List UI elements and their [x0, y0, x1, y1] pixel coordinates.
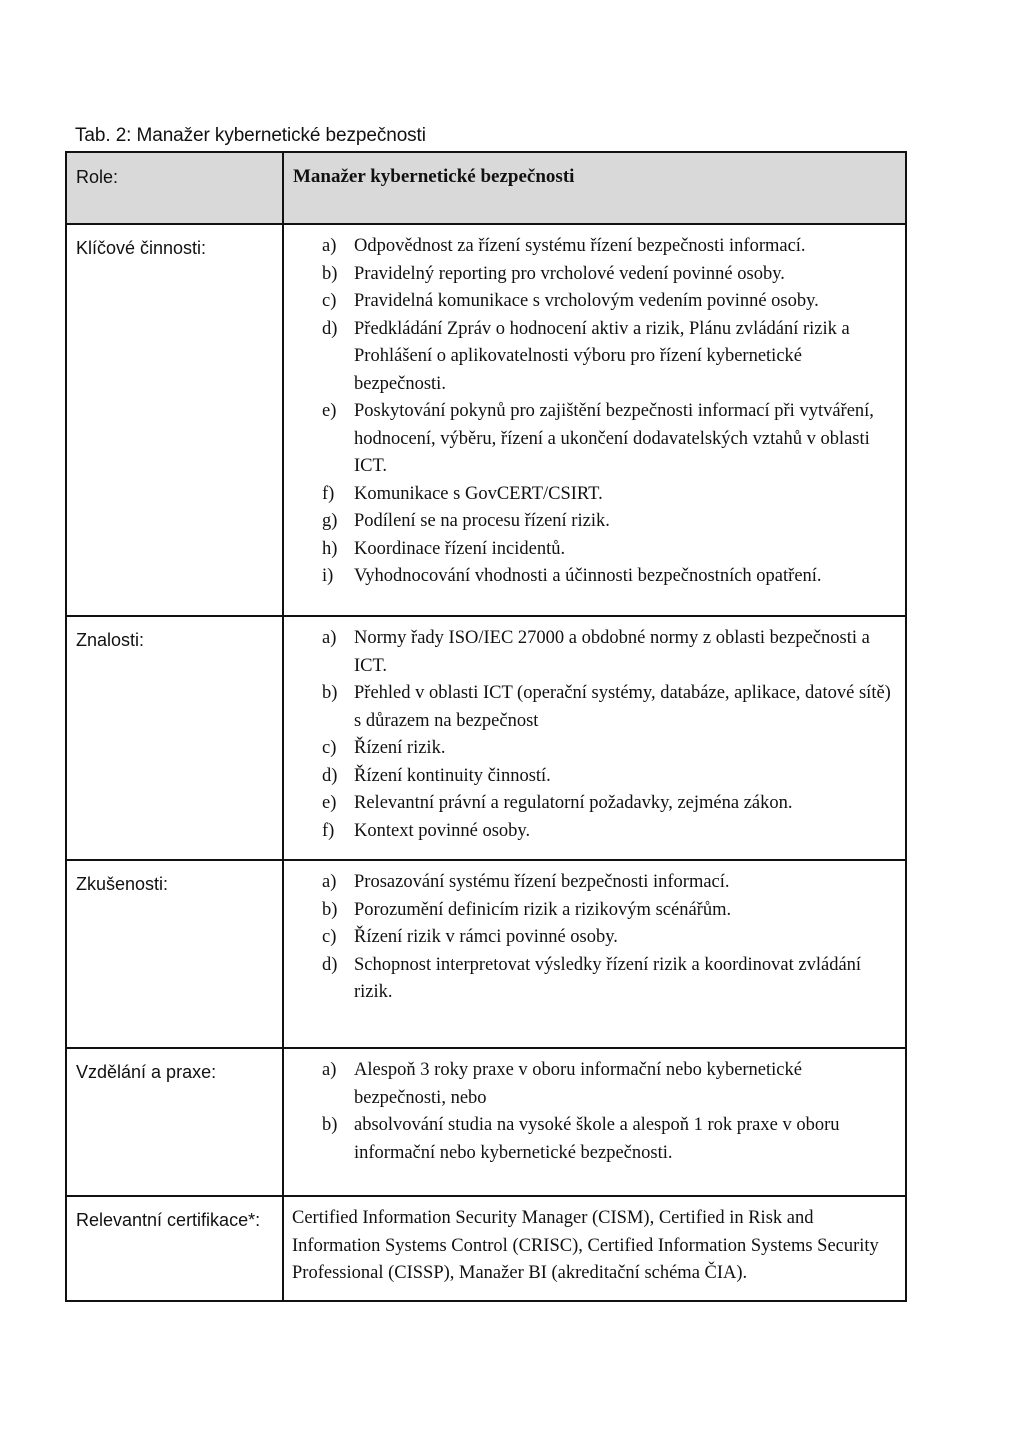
- item-list: [284, 1057, 895, 1167]
- list-item: [284, 952, 895, 1007]
- list-marker: a): [322, 1060, 337, 1080]
- list-marker: c): [322, 291, 337, 311]
- list-marker: g): [322, 511, 338, 531]
- row-label: Relevantní certifikace*:: [66, 1196, 283, 1301]
- list-item-text: Řízení rizik v rámci povinné osoby.: [354, 927, 618, 947]
- list-item-text: absolvování studia na vysoké škole a alespoň 1 rok praxe v oboru informační nebo kybernetické bezpečnosti.: [354, 1115, 840, 1163]
- list-item: [284, 481, 895, 509]
- list-item-text: Odpovědnost za řízení systému řízení bezpečnosti informací.: [354, 236, 806, 256]
- list-item: [284, 1057, 895, 1112]
- role-name: Manažer kybernetické bezpečnosti: [283, 152, 906, 224]
- table-row-vzdelani-a-praxe: [66, 1048, 906, 1196]
- list-marker: b): [322, 1115, 338, 1135]
- list-marker: a): [322, 872, 337, 892]
- table-row-znalosti: [66, 616, 906, 860]
- list-item: [284, 680, 895, 735]
- role-table: [65, 151, 907, 1302]
- list-marker: c): [322, 738, 337, 758]
- list-item-text: Předkládání Zpráv o hodnocení aktiv a rizik, Plánu zvládání rizik a Prohlášení o aplikovatelnosti výboru pro řízení kybernetické bezpečnosti.: [354, 318, 850, 394]
- list-item-text: Relevantní právní a regulatorní požadavky, zejména zákon.: [354, 793, 793, 813]
- list-item: [284, 790, 895, 818]
- list-item: [284, 508, 895, 536]
- list-marker: f): [322, 483, 335, 504]
- row-content: [283, 860, 906, 1048]
- list-item-text: Podílení se na procesu řízení rizik.: [354, 511, 610, 531]
- list-item-text: Kontext povinné osoby.: [354, 820, 531, 841]
- list-marker: h): [322, 538, 338, 559]
- list-marker: b): [322, 899, 338, 920]
- list-marker: a): [322, 236, 337, 256]
- list-item-text: Pravidelná komunikace s vrcholovým vedením povinné osoby.: [354, 291, 819, 311]
- list-item: [284, 869, 895, 897]
- list-item-text: Poskytování pokynů pro zajištění bezpečnosti informací při vytváření, hodnocení, výběru, řízení a ukončení dodavatelských vztahů v oblasti ICT.: [354, 401, 874, 476]
- header-label: Role:: [66, 152, 283, 224]
- row-label: Znalosti:: [66, 616, 283, 860]
- list-marker: a): [322, 628, 337, 648]
- list-item-text: Schopnost interpretovat výsledky řízení rizik a koordinovat zvládání rizik.: [354, 954, 862, 1002]
- list-item: [284, 398, 895, 481]
- row-label: Klíčové činnosti:: [66, 224, 283, 616]
- list-item-text: Komunikace s GovCERT/CSIRT.: [354, 483, 603, 504]
- list-item-text: Vyhodnocování vhodnosti a účinnosti bezpečnostních opatření.: [354, 566, 822, 586]
- list-item-text: Normy řady ISO/IEC 27000 a obdobné normy z oblasti bezpečnosti a ICT.: [354, 628, 870, 676]
- item-list: [284, 625, 895, 845]
- list-item: [284, 536, 895, 564]
- list-marker: d): [322, 954, 338, 975]
- list-item: [284, 261, 895, 289]
- list-item: [284, 288, 895, 316]
- item-list: [284, 233, 895, 591]
- list-marker: b): [322, 683, 338, 703]
- row-label: Zkušenosti:: [66, 860, 283, 1048]
- list-marker: d): [322, 318, 338, 339]
- row-content: [283, 224, 906, 616]
- header-row: [66, 152, 906, 224]
- list-item: [284, 1112, 895, 1167]
- list-marker: c): [322, 927, 337, 947]
- list-item-text: Alespoň 3 roky praxe v oboru informační nebo kybernetické bezpečnosti, nebo: [354, 1060, 802, 1108]
- list-marker: b): [322, 263, 338, 284]
- row-content: [283, 1196, 906, 1301]
- list-item: [284, 897, 895, 925]
- list-item-text: Koordinace řízení incidentů.: [354, 538, 566, 559]
- list-marker: e): [322, 793, 337, 813]
- list-marker: i): [322, 566, 334, 586]
- row-label: Vzdělání a praxe:: [66, 1048, 283, 1196]
- list-marker: e): [322, 401, 337, 421]
- list-item: [284, 316, 895, 399]
- list-marker: f): [322, 820, 335, 841]
- row-content: [283, 616, 906, 860]
- list-item: [284, 818, 895, 846]
- list-item: [284, 625, 895, 680]
- list-item-text: Přehled v oblasti ICT (operační systémy, databáze, aplikace, datové sítě) s důrazem na bezpečnost: [354, 683, 891, 731]
- table-caption: Tab. 2: Manažer kybernetické bezpečnosti: [75, 125, 426, 146]
- certifications-text: Certified Information Security Manager (CISM), Certified in Risk and Information Systems Control (CRISC), Certified Information Systems Security Professional (CISSP), Manažer BI (akreditační schéma ČIA).: [292, 1208, 879, 1283]
- list-item-text: Prosazování systému řízení bezpečnosti informací.: [354, 872, 730, 892]
- list-item: [284, 924, 895, 952]
- list-item: [284, 233, 895, 261]
- list-marker: d): [322, 765, 338, 786]
- table-row-klicove-cinnosti: [66, 224, 906, 616]
- list-item-text: Pravidelný reporting pro vrcholové vedení povinné osoby.: [354, 263, 785, 284]
- table-row-zkusenosti: [66, 860, 906, 1048]
- table-row-certifikace: [66, 1196, 906, 1301]
- row-content: [283, 1048, 906, 1196]
- item-list: [284, 869, 895, 1007]
- list-item: [284, 563, 895, 591]
- list-item: [284, 763, 895, 791]
- list-item-text: Řízení rizik.: [354, 738, 446, 758]
- list-item-text: Porozumění definicím rizik a rizikovým scénářům.: [354, 899, 732, 920]
- list-item: [284, 735, 895, 763]
- list-item-text: Řízení kontinuity činností.: [354, 765, 551, 786]
